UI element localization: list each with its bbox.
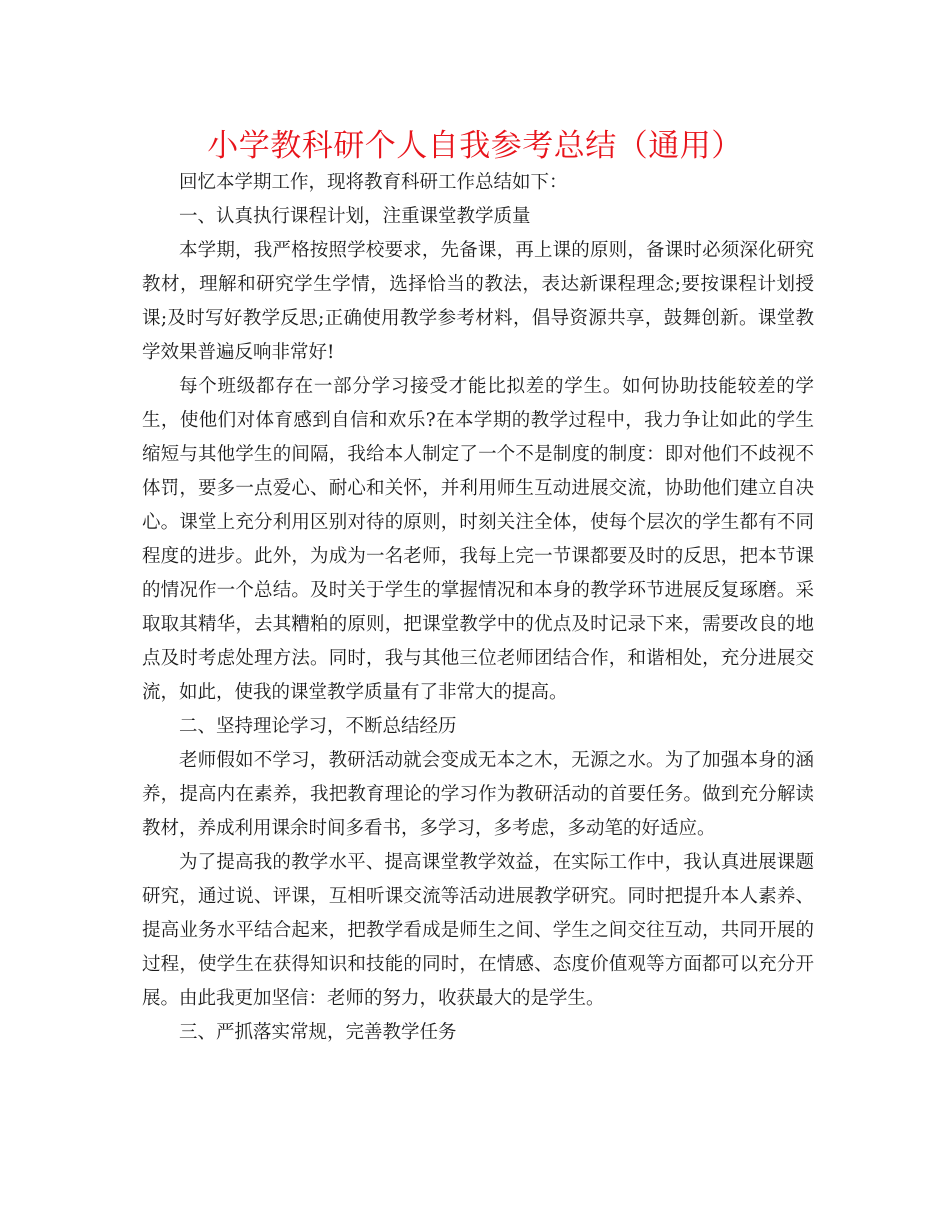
section-heading-1: 一、认真执行课程计划，注重课堂教学质量 [179,206,531,227]
intro-paragraph: 回忆本学期工作，现将教育科研工作总结如下： [179,172,568,193]
section-heading-2: 二、坚持理论学习，不断总结经历 [179,716,457,737]
body-paragraph: 为了提高我的教学水平、提高课堂教学效益，在实际工作中，我认真进展课题研究，通过说、评课，互相听课交流等活动进展教学研究。同时把提升本人素养、提高业务水平结合起来，把教学看成是师生之间、学生之间交往互动，共同开展的过程，使学生在获得知识和技能的同时，在情感、态度价值观等方面都可以充分开展。由此我更加坚信：老师的努力，收获最大的是学生。 [142,852,814,1009]
document-body [142,166,814,1050]
body-paragraph: 每个班级都存在一部分学习接受才能比拟差的学生。如何协助技能较差的学生，使他们对体育感到自信和欢乐?在本学期的教学过程中，我力争让如此的学生缩短与其他学生的间隔，我给本人制定了一个不是制度的制度：即对他们不歧视不体罚，要多一点爱心、耐心和关怀，并利用师生互动进展交流，协助他们建立自决心。课堂上充分利用区别对待的原则，时刻关注全体，使每个层次的学生都有不同程度的进步。此外，为成为一名老师，我每上完一节课都要及时的反思，把本节课的情况作一个总结。及时关于学生的掌握情况和本身的教学环节进展反复琢磨。采取取其精华，去其糟粕的原则，把课堂教学中的优点及时记录下来，需要改良的地点及时考虑处理方法。同时，我与其他三位老师团结合作，和谐相处，充分进展交流，如此，使我的课堂教学质量有了非常大的提高。 [142,376,814,703]
document-title: 小学教科研个人自我参考总结（通用） [207,128,743,164]
section-heading-3: 三、严抓落实常规，完善教学任务 [179,1022,457,1043]
body-paragraph: 老师假如不学习，教研活动就会变成无本之木，无源之水。为了加强本身的涵养，提高内在素养，我把教育理论的学习作为教研活动的首要任务。做到充分解读教材，养成利用课余时间多看书，多学习，多考虑，多动笔的好适应。 [142,750,814,839]
body-paragraph: 本学期，我严格按照学校要求，先备课，再上课的原则，备课时必须深化研究教材，理解和研究学生学情，选择恰当的教法，表达新课程理念;要按课程计划授课;及时写好教学反思;正确使用教学参考材料，倡导资源共享，鼓舞创新。课堂教学效果普遍反响非常好! [142,240,814,363]
